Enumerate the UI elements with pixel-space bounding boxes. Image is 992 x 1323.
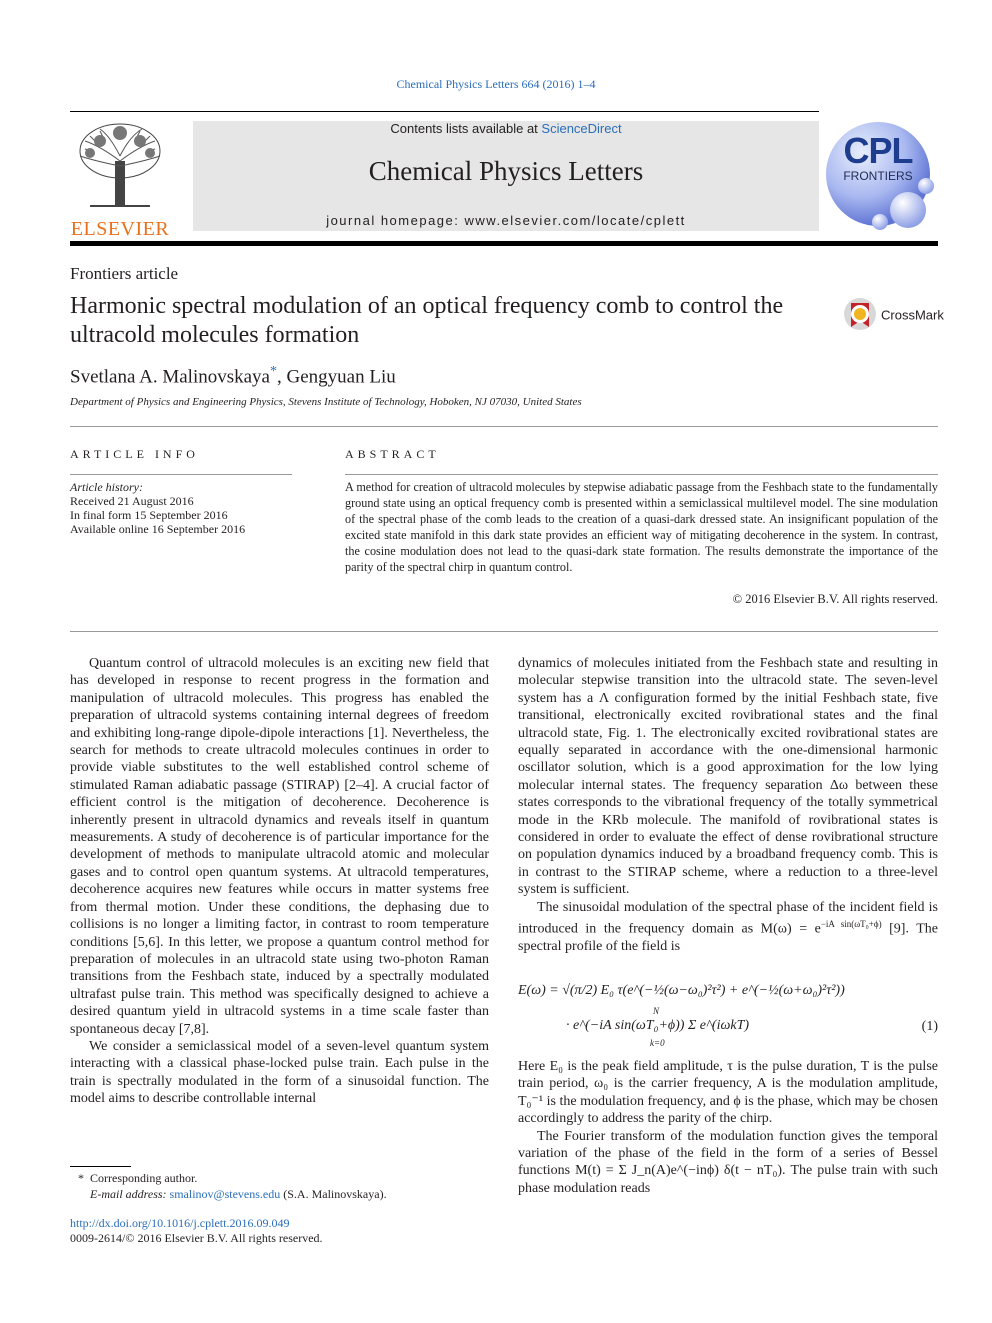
- elsevier-wordmark: ELSEVIER: [70, 218, 170, 240]
- email-footnote: [90, 1186, 387, 1202]
- email-label: E-mail address:: [90, 1187, 170, 1201]
- abstract-text: A method for creation of ultracold molecules by stepwise adiabatic passage from the Feshbach state to the fundamentally ground state using an optical frequency comb is presented within a semiclassical multilevel model. The sine modulation of the spectral phase of the comb leads to the creation of a quasi-dark dressed state. An insignificant population of the excited state manifold in this dark state provides an efficient way of mitigating decoherence in the system. In contrast, the cosine modulation does not lead to the quasi-dark state formation. The results demonstrate the importance of the parity of the spectral chirp in quantum control.: [345, 480, 938, 574]
- corresponding-author-mark[interactable]: *: [270, 364, 277, 379]
- doi-link[interactable]: http://dx.doi.org/10.1016/j.cplett.2016.09.049: [70, 1216, 290, 1230]
- final-form-date: In final form 15 September 2016: [70, 508, 228, 522]
- paragraph-levels: dynamics of molecules initiated from the Feshbach state and resulting in molecular stepwise transition into the ultracold state. The seven-level system has a Λ configuration formed by the initial Feshbach state, five transitional, electronically excited rovibrational states and the final ultracold state, Fig. 1. The electronically excited rovibrational states are equally separated in accordance with the one-dimensional harmonic oscillator solution, which is a good approximation for the low lying molecular internal states. The frequency separation Δω between these states corresponds to the vibrational frequency of the totally symmetrical mode in the KRb molecule. The manifold of rovibrational states is considered in order to evaluate the effect of dense rovibrational structure on population dynamics induced by a broadband frequency comb. This is in contrast to the STIRAP scheme, where a reduction to a three-level system is sufficient.: [518, 656, 938, 898]
- footnote-rule: [70, 1166, 131, 1167]
- paragraph-intro: Quantum control of ultracold molecules is an exciting new field that has developed in response to recent progress in the formation and manipulation of ultracold molecules. This progress has enabled the preparation of ultracold systems containing internal degrees of freedom and exhibiting long-range dipole-dipole interactions [1]. Nevertheless, the search for methods to create ultracold molecules continues in order to provide viable substitutes to the well established control scheme of stimulated Raman adiabatic passage (STIRAP) [2–4]. A crucial factor of efficient control is the mitigation of decoherence. Decoherence is inherently present in ultracold dynamics and reveals itself in quantum measurements. A study of decoherence is of particular importance for the development of methods to manipulate ultracold atomic and molecular gases and to control open quantum systems. At ultracold temperatures, decoherence acquires new features while occurs in matter systems free from thermal motion. Under these conditions, the dephasing due to collisions is no longer a limiting factor, in contrast to room temperature conditions [5,6]. In this letter, we propose a quantum control method for preparation of molecules in an ultracold state using two-photon Raman transitions from the Feshbach state, induced by a spectrally modulated ultrafast pulse train. This method was specifically designed to achieve a desired quantum yield in ultracold systems in a time scale faster than spontaneous decay [7,8].: [70, 656, 489, 1037]
- homepage-link[interactable]: www.elsevier.com/locate/cplett: [464, 213, 686, 228]
- article-title: Harmonic spectral modulation of an optical frequency comb to control the ultracold molecules formation: [70, 293, 784, 348]
- corresponding-footnote: [78, 1170, 197, 1186]
- divider-abstract: [70, 631, 938, 632]
- journal-reference[interactable]: Chemical Physics Letters 664 (2016) 1–4: [396, 77, 596, 91]
- history-label: Article history:: [70, 480, 143, 494]
- author-list: [70, 364, 396, 388]
- equation-1-line-1: E(ω) = √(π/2) E₀ τ(e^(−½(ω−ω₀)²τ²) + e^(−½(ω+ω₀)²τ²)): [518, 983, 845, 998]
- modulation-text: The sinusoidal modulation of the spectral phase of the incident field is introduced in the frequency domain as M(ω) = e: [518, 899, 938, 937]
- cpl-logo-text: CPL: [843, 130, 913, 171]
- footnote-label: Corresponding author.: [90, 1171, 198, 1185]
- article-info-heading: ARTICLE INFO: [70, 447, 199, 461]
- journal-title: Chemical Physics Letters: [368, 156, 644, 186]
- article-history: [70, 480, 245, 536]
- contents-prefix: Contents lists available at: [390, 121, 542, 136]
- cpl-frontiers-logo[interactable]: [822, 118, 938, 238]
- email-suffix: (S.A. Malinovskaya).: [280, 1187, 387, 1201]
- available-online-date: Available online 16 September 2016: [70, 522, 246, 536]
- equation-1-sum-lower: k=0: [650, 1038, 665, 1048]
- paragraph-modulation: [518, 899, 938, 956]
- cpl-logo-subtext: FRONTIERS: [843, 169, 913, 183]
- crossmark-label: CrossMark: [881, 307, 944, 323]
- elsevier-tree-icon: [70, 121, 170, 211]
- affiliation: Department of Physics and Engineering Physics, Stevens Institute of Technology, Hoboken, NJ 07030, United States: [70, 396, 582, 408]
- author-2[interactable]: , Gengyuan Liu: [277, 366, 396, 388]
- paragraph-model: We consider a semiclassical model of a seven-level quantum system interacting with a classical phase-locked pulse train. Each pulse in the train is spectrally modulated in the form of a sinusoidal function. The model aims to describe controllable internal: [70, 1038, 489, 1107]
- footnote-mark: *: [78, 1171, 84, 1185]
- divider-affiliation: [70, 426, 938, 427]
- paragraph-parameters: Here E₀ is the peak field amplitude, τ is the pulse duration, T is the pulse train period, ω₀ is the carrier frequency, A is the modulation amplitude, T₀⁻¹ is the modulation frequency, and ϕ is the phase, which may be chosen accordingly to address the parity of the chirp.: [518, 1059, 938, 1127]
- article-type: Frontiers article: [70, 264, 179, 283]
- crossmark-icon: [843, 297, 877, 333]
- header-bottom-rule: [70, 241, 938, 246]
- homepage-prefix: journal homepage:: [326, 213, 465, 228]
- received-date: Received 21 August 2016: [70, 494, 194, 508]
- abstract-rule: [345, 474, 938, 475]
- equation-1-line-2: · e^(−iA sin(ωT₀+ϕ)) Σ e^(iωkT): [566, 1018, 750, 1033]
- equation-1-sum-upper: N: [653, 1006, 660, 1016]
- body-left-column: [70, 655, 489, 1108]
- journal-homepage: [193, 213, 819, 228]
- modulation-text-2: [9]. The spectral profile of the field is: [518, 921, 938, 955]
- modulation-exponent: −iA sin(ωT₀+ϕ): [820, 919, 882, 930]
- abstract-copyright: © 2016 Elsevier B.V. All rights reserved.: [732, 592, 938, 606]
- email-link[interactable]: smalinov@stevens.edu: [169, 1187, 281, 1201]
- elsevier-logo[interactable]: [70, 121, 170, 240]
- issn-copyright: 0009-2614/© 2016 Elsevier B.V. All rights reserved.: [70, 1231, 323, 1245]
- equation-1-number: (1): [921, 1019, 938, 1034]
- header-top-rule: [70, 111, 819, 112]
- crossmark-badge[interactable]: [843, 297, 944, 333]
- article-info-rule: [70, 474, 292, 475]
- body-right-column-continued: [518, 1058, 938, 1197]
- paragraph-fourier: The Fourier transform of the modulation function gives the temporal variation of the phase of the field in the form of a series of Bessel functions M(t) = Σ J_n(A)e^(−inϕ) δ(t − nT₀). The pulse train with such phase modulation reads: [518, 1128, 938, 1196]
- abstract-heading: ABSTRACT: [345, 447, 440, 461]
- author-1[interactable]: Svetlana A. Malinovskaya: [70, 366, 270, 388]
- sciencedirect-link[interactable]: ScienceDirect: [541, 121, 622, 136]
- body-right-column: [518, 655, 938, 956]
- contents-line: [193, 121, 819, 136]
